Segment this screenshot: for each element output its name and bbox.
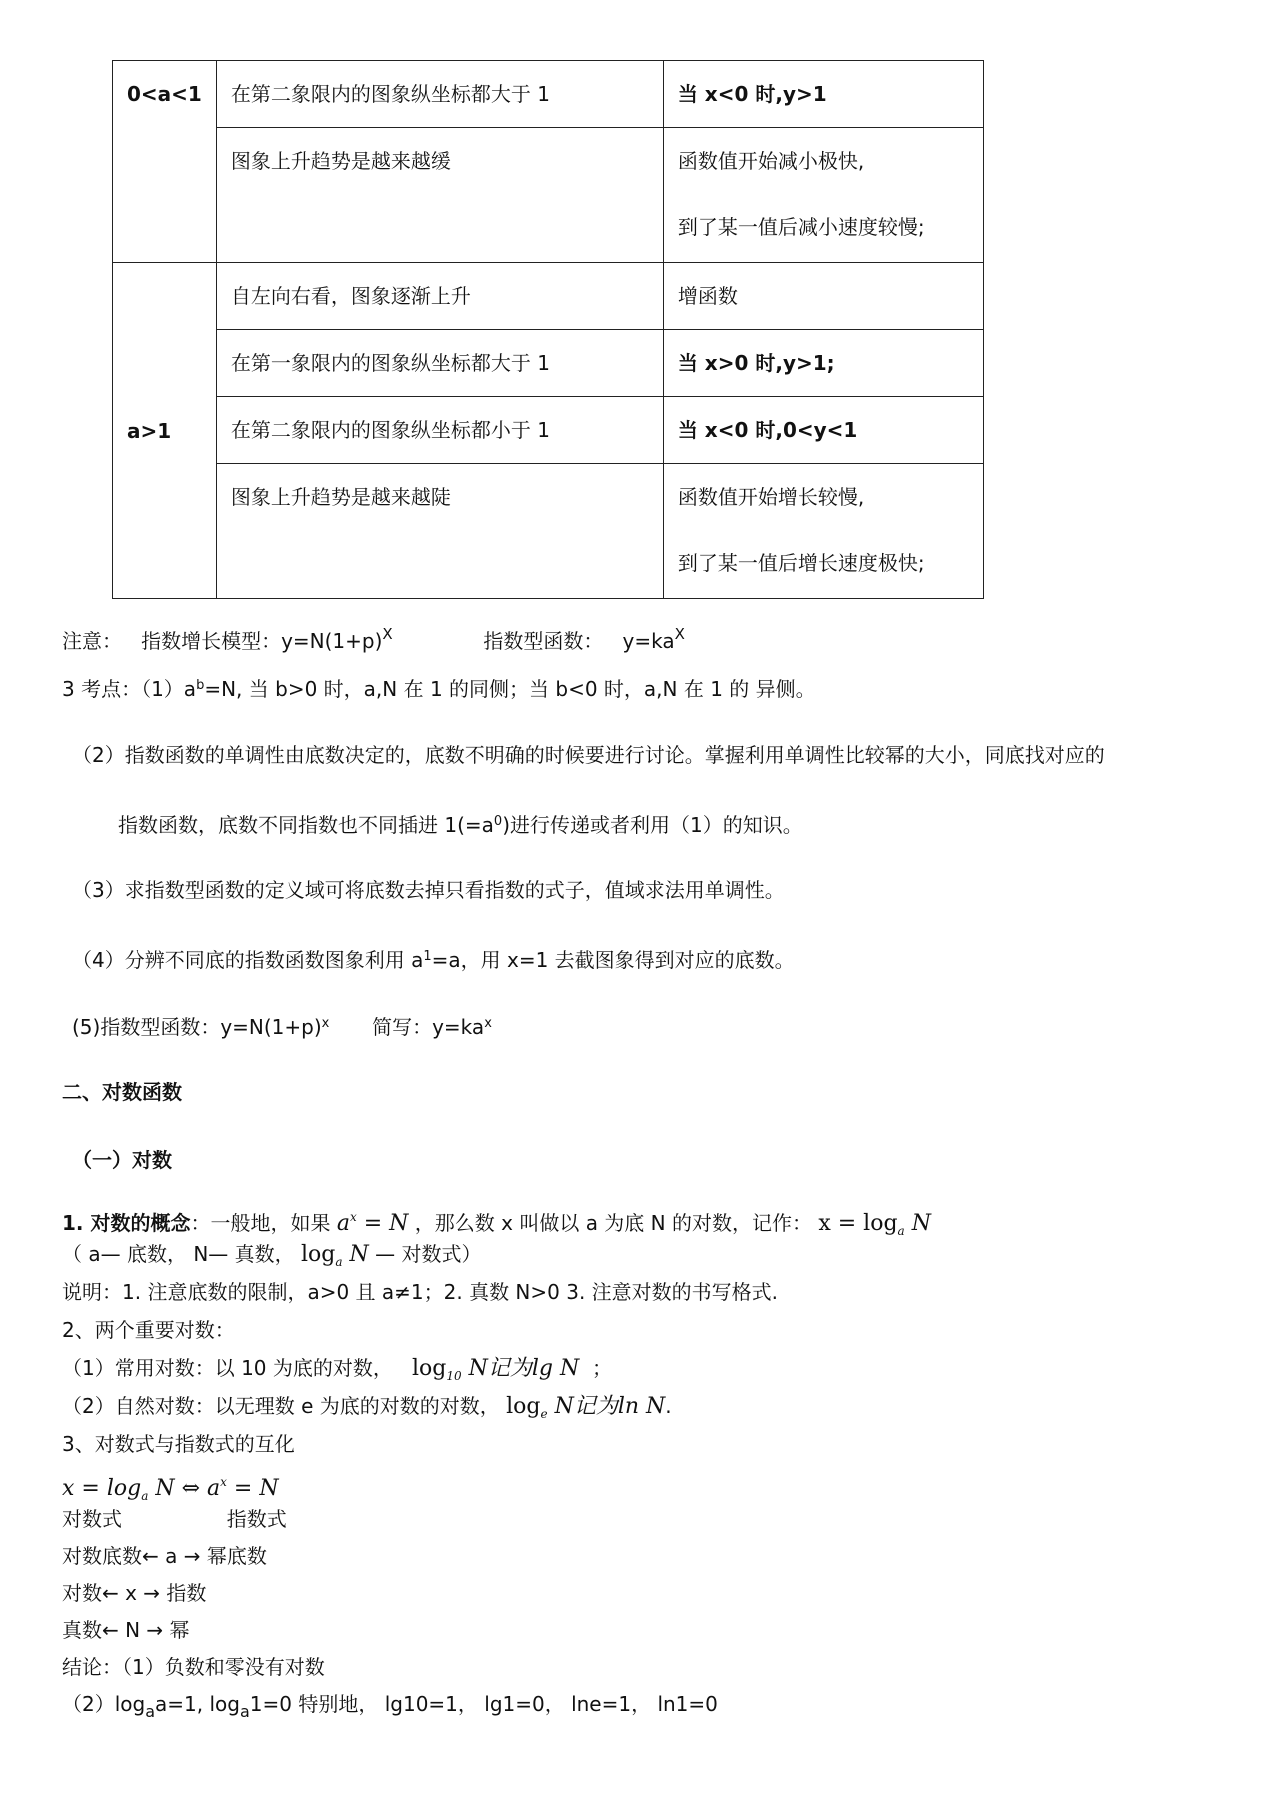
natural-log-sub: e xyxy=(540,1407,548,1421)
kaodian-2-line1: （2）指数函数的单调性由底数决定的，底数不明确的时候要进行讨论。掌握利用单调性比较幂的大小，同底找对应的 xyxy=(72,743,1105,767)
conclusion-line: 函数值开始减小极快, xyxy=(677,149,865,173)
conv-mid: N ⇔ a xyxy=(148,1476,221,1501)
definition-text-b: ，那么数 x 叫做以 a 为底 N 的对数，记作： xyxy=(414,1211,812,1235)
kaodian-5 xyxy=(72,1010,492,1041)
kaodian-1-sup: b xyxy=(196,678,205,693)
terms-log xyxy=(301,1242,369,1267)
section-title: 二、对数函数 xyxy=(62,1080,182,1104)
common-log-text: （1）常用对数：以 10 为底的对数， xyxy=(62,1356,393,1380)
note-line xyxy=(62,620,685,655)
exp-form-label: 指数式 xyxy=(226,1507,287,1531)
terms-a: （ a— 底数， N— 真数， xyxy=(62,1242,295,1266)
property-text: 图象上升趋势是越来越陡 xyxy=(230,485,451,509)
kaodian-5-a: (5)指数型函数：y=N(1+p) xyxy=(72,1015,322,1039)
c2-b: a=1, log xyxy=(155,1692,240,1716)
mapping-base: 对数底数← a → 幂底数 xyxy=(62,1544,267,1568)
definition-eq1 xyxy=(337,1211,409,1236)
conclusion-cell xyxy=(663,464,983,599)
property-cell xyxy=(216,464,663,599)
c2-sub2: a xyxy=(239,1702,250,1721)
log-terms xyxy=(62,1240,482,1276)
exp-type-label: 指数型函数： xyxy=(483,629,604,653)
property-cell: 在第二象限内的图象纵坐标都大于 1 xyxy=(216,61,663,128)
terms-log-N: N xyxy=(342,1242,369,1267)
kaodian-2-line2 xyxy=(118,808,803,839)
kaodian-2-sup: 0 xyxy=(493,814,503,829)
kaodian-4-a: （4）分辨不同底的指数函数图象利用 a xyxy=(72,948,424,972)
terms-log-sub: a xyxy=(335,1255,343,1269)
property-cell: 在第二象限内的图象纵坐标都小于 1 xyxy=(216,397,663,464)
table-row xyxy=(113,330,984,397)
conversion-title: 3、对数式与指数式的互化 xyxy=(62,1432,295,1456)
table-row xyxy=(113,397,984,464)
growth-model-label: 指数增长模型：y=N(1+p) xyxy=(141,629,383,653)
eq1-base: a xyxy=(336,1211,350,1236)
log-form-label: 对数式 xyxy=(62,1507,122,1531)
conclusion-1: 结论：（1）负数和零没有对数 xyxy=(62,1655,325,1679)
conv-sup: x xyxy=(220,1475,227,1489)
conclusion-line: 函数值开始增长较慢, xyxy=(677,485,865,509)
common-log-end: ； xyxy=(591,1356,612,1380)
exp-type-exponent: X xyxy=(674,625,685,643)
exp-type-expr: y=ka xyxy=(622,629,675,653)
common-log xyxy=(62,1354,612,1390)
conclusion-cell: 当 x>0 时,y>1; xyxy=(663,330,983,397)
property-text: 图象上升趋势是越来越缓 xyxy=(230,149,451,173)
eq2-log: x = log xyxy=(818,1211,898,1236)
definition-label: 1. 对数的概念 xyxy=(62,1211,191,1235)
conv-left: x = log xyxy=(62,1476,142,1501)
terms-b: — 对数式） xyxy=(375,1242,482,1266)
mapping-power: 真数← N → 幂 xyxy=(62,1618,190,1642)
mapping-exponent: 对数← x → 指数 xyxy=(62,1581,207,1605)
conclusion-2 xyxy=(62,1690,718,1726)
kaodian-2-a: 指数函数，底数不同指数也不同插进 1(=a xyxy=(118,813,494,837)
c2-sub1: a xyxy=(145,1702,156,1721)
form-labels xyxy=(62,1505,287,1533)
eq1-rest: = N xyxy=(356,1211,409,1236)
growth-model-exponent: X xyxy=(382,625,393,643)
log-definition xyxy=(62,1203,931,1245)
conclusion-cell: 当 x<0 时,y>1 xyxy=(663,61,983,128)
conclusion-line: 到了某一值后减小速度较慢; xyxy=(677,215,925,239)
natural-log-word: log xyxy=(506,1394,541,1419)
conclusion-line: 到了某一值后增长速度极快; xyxy=(677,551,925,575)
kaodian-2-b: )进行传递或者利用（1）的知识。 xyxy=(502,813,803,837)
log-explain: 说明：1. 注意底数的限制，a>0 且 a≠1；2. 真数 N>0 3. 注意对数的书写格式. xyxy=(62,1280,779,1304)
c2-a: （2）log xyxy=(62,1692,146,1716)
kaodian-5-b: 简写：y=ka xyxy=(372,1015,485,1039)
kaodian-4 xyxy=(72,943,795,974)
conv-right: = N xyxy=(226,1476,279,1501)
natural-log-end: . xyxy=(665,1394,672,1418)
table-row xyxy=(113,464,984,599)
kaodian-3: （3）求指数型函数的定义域可将底数去掉只看指数的式子，值域求法用单调性。 xyxy=(72,878,785,902)
eq2-sub: a xyxy=(897,1224,905,1238)
terms-log-word: log xyxy=(301,1242,336,1267)
two-logs-title: 2、两个重要对数： xyxy=(62,1318,235,1342)
conclusion-cell: 增函数 xyxy=(663,263,983,330)
common-log-expr xyxy=(412,1356,579,1381)
natural-log-expr xyxy=(506,1394,665,1419)
table-row xyxy=(113,61,984,128)
exponential-properties-table xyxy=(112,60,984,599)
conversion-equation xyxy=(62,1468,279,1510)
natural-log-rest: N记为ln N xyxy=(547,1394,666,1419)
case-cell: a>1 xyxy=(113,263,217,599)
table-row xyxy=(113,263,984,330)
property-cell xyxy=(216,128,663,263)
kaodian-5-sup: x xyxy=(321,1016,330,1031)
case-cell: 0<a<1 xyxy=(113,61,217,263)
common-log-rest: N记为lg N xyxy=(461,1356,580,1381)
kaodian-4-b: =a，用 x=1 去截图象得到对应的底数。 xyxy=(431,948,795,972)
eq2-rest: N xyxy=(904,1211,931,1236)
property-cell: 自左向右看，图象逐渐上升 xyxy=(216,263,663,330)
conversion-eq xyxy=(62,1476,279,1501)
conv-sub: a xyxy=(141,1489,149,1503)
kaodian-1 xyxy=(62,672,816,703)
kaodian-1-b: =N, 当 b>0 时，a,N 在 1 的同侧；当 b<0 时，a,N 在 1 的 异侧。 xyxy=(204,677,816,701)
subsection-title: （一）对数 xyxy=(72,1148,172,1172)
note-prefix: 注意： xyxy=(62,629,122,653)
table-row xyxy=(113,128,984,263)
natural-log-text: （2）自然对数：以无理数 e 为底的对数的对数， xyxy=(62,1394,500,1418)
kaodian-4-sup: 1 xyxy=(423,949,432,964)
common-log-sub: 10 xyxy=(446,1369,462,1383)
c2-c: 1=0 特别地， lg10=1， lg1=0， lne=1， ln1=0 xyxy=(249,1692,718,1716)
definition-eq2 xyxy=(818,1211,931,1236)
definition-text-a: ：一般地，如果 xyxy=(190,1211,331,1235)
property-cell: 在第一象限内的图象纵坐标都大于 1 xyxy=(216,330,663,397)
natural-log xyxy=(62,1392,672,1428)
kaodian-5-sup2: x xyxy=(484,1016,492,1031)
conclusion-cell: 当 x<0 时,0<y<1 xyxy=(663,397,983,464)
kaodian-1-a: 3 考点：（1）a xyxy=(62,677,197,701)
conclusion-cell xyxy=(663,128,983,263)
common-log-word: log xyxy=(411,1356,447,1381)
eq1-exp: x xyxy=(349,1210,357,1224)
